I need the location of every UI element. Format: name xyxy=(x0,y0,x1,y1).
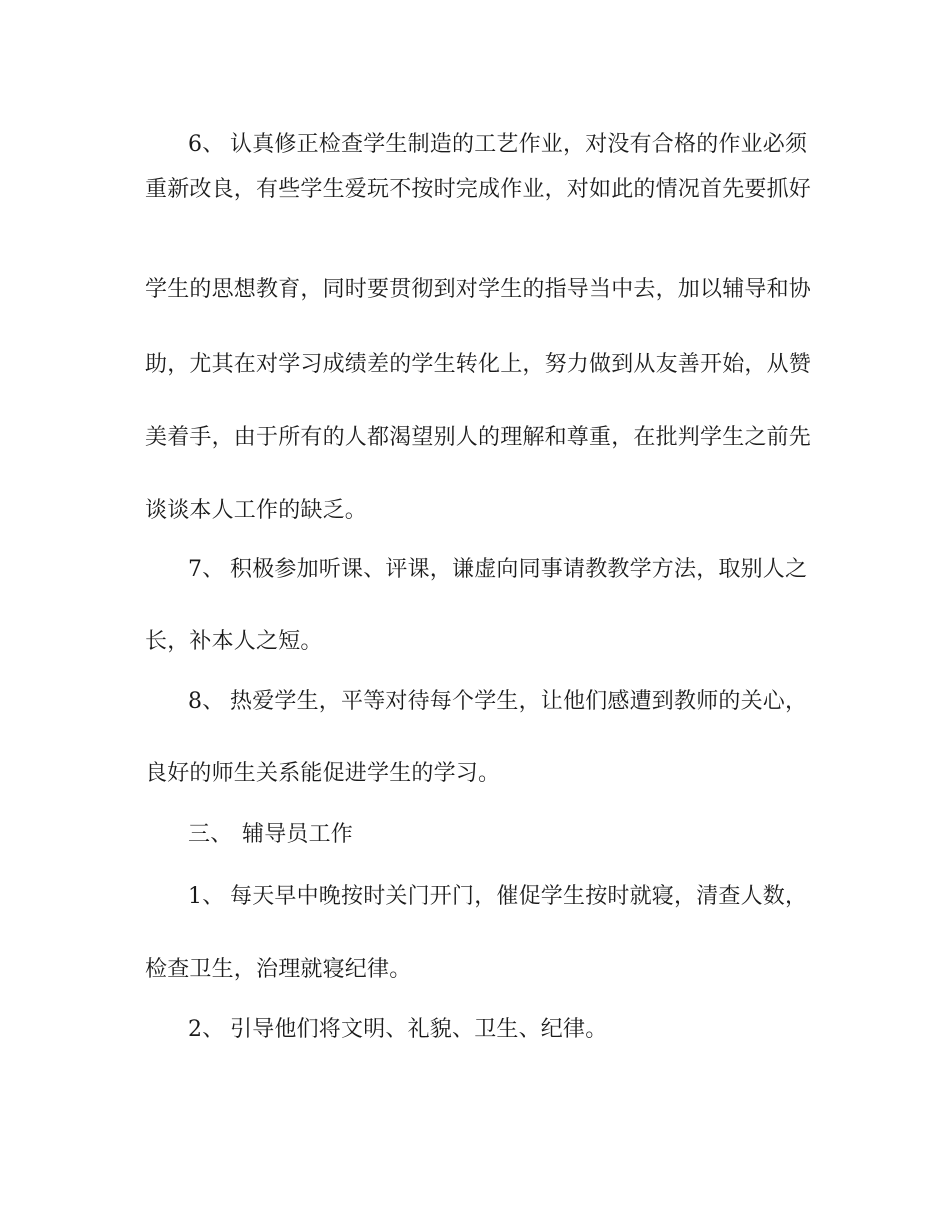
paragraph-6-line-6 xyxy=(145,496,805,526)
line-text: 助，尤其在对学习成绩差的学生转化上，努力做到从友善开始，从赞 xyxy=(145,352,812,377)
line-text: 热爱学生，平等对待每个学生，让他们感遭到教师的关心， xyxy=(230,689,808,714)
item-number: 2、 xyxy=(188,1017,225,1042)
paragraph-1-line-1 xyxy=(188,882,848,912)
paragraph-7-line-1 xyxy=(188,555,848,585)
section-heading xyxy=(188,820,848,850)
item-number: 7、 xyxy=(188,557,225,582)
paragraph-7-line-2 xyxy=(145,627,805,657)
paragraph-6-line-2 xyxy=(145,175,812,205)
line-text: 学生的思想教育，同时要贯彻到对学生的指导当中去，加以辅导和协 xyxy=(145,277,812,302)
paragraph-2-line-1 xyxy=(188,1015,848,1045)
paragraph-1-line-2 xyxy=(145,955,805,985)
line-text: 认真修正检查学生制造的工艺作业，对没有合格的作业必须 xyxy=(230,132,808,157)
line-text: 引导他们将文明、礼貌、卫生、纪律。 xyxy=(230,1017,608,1042)
line-text: 检查卫生，治理就寝纪律。 xyxy=(145,957,412,982)
line-text: 美着手，由于所有的人都渴望别人的理解和尊重，在批判学生之前先 xyxy=(145,425,812,450)
line-text: 每天早中晚按时关门开门，催促学生按时就寝，清查人数， xyxy=(230,884,808,909)
paragraph-6-line-3 xyxy=(145,275,812,305)
paragraph-6-line-5 xyxy=(145,423,812,453)
item-number: 8、 xyxy=(188,689,225,714)
line-text: 长，补本人之短。 xyxy=(145,629,323,654)
paragraph-8-line-1 xyxy=(188,687,848,717)
line-text: 重新改良，有些学生爱玩不按时完成作业，对如此的情况首先要抓好 xyxy=(145,177,812,202)
paragraph-6-line-1 xyxy=(188,130,848,160)
line-text: 良好的师生关系能促进学生的学习。 xyxy=(145,761,501,786)
section-title: 辅导员工作 xyxy=(242,822,354,847)
paragraph-8-line-2 xyxy=(145,759,805,789)
paragraph-6-line-4 xyxy=(145,350,812,380)
line-text: 积极参加听课、评课，谦虚向同事请教教学方法，取别人之 xyxy=(230,557,808,582)
section-number: 三、 xyxy=(188,822,233,847)
line-text: 谈谈本人工作的缺乏。 xyxy=(145,498,368,523)
item-number: 1、 xyxy=(188,884,225,909)
item-number: 6、 xyxy=(188,132,225,157)
